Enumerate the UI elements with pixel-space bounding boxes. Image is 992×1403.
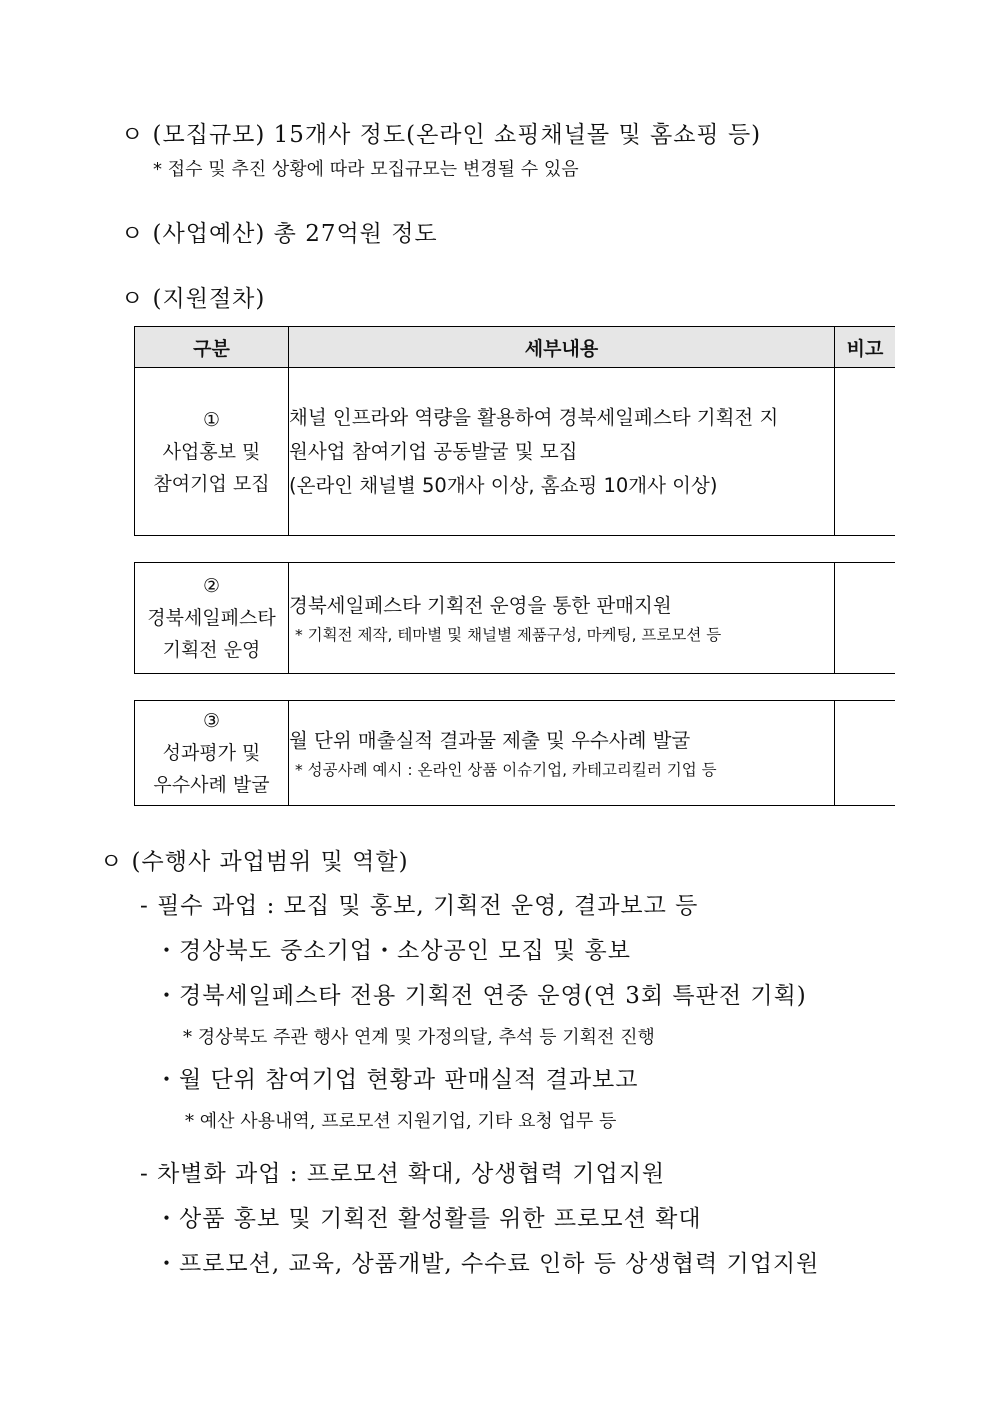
detail-line2: 원사업 참여기업 공동발굴 및 모집	[289, 439, 578, 463]
recruit-scale-text: (모집규모) 15개사 정도(온라인 쇼핑채널몰 및 홈쇼핑 등)	[152, 122, 762, 148]
step-detail-cell	[289, 368, 835, 536]
remarks-cell	[835, 701, 896, 806]
step-name-line2: 참여기업 모집	[153, 472, 270, 495]
budget-text: (사업예산) 총 27억원 정도	[152, 221, 438, 247]
step-name-line2: 우수사례 발굴	[153, 774, 270, 796]
step-name-line1: 사업홍보 및	[162, 440, 261, 463]
circle-bullet: ㅇ	[121, 221, 145, 247]
header-category: 구분	[135, 327, 289, 368]
circle-bullet: ㅇ	[121, 286, 145, 312]
required-item-1: ・경상북도 중소기업・소상공인 모집 및 홍보	[155, 938, 631, 964]
required-note-3: * 예산 사용내역, 프로모션 지원기업, 기타 요청 업무 등	[185, 1111, 617, 1132]
detail-line3: (온라인 채널별 50개사 이상, 홈쇼핑 10개사 이상)	[289, 473, 718, 497]
remarks-cell	[835, 563, 896, 674]
required-tasks: - 필수 과업 : 모집 및 홍보, 기획전 운영, 결과보고 등	[140, 893, 699, 919]
detail-note: * 성공사례 예시 : 온라인 상품 이슈기업, 카테고리킬러 기업 등	[295, 761, 717, 779]
table-row	[135, 563, 896, 674]
step-number: ③	[202, 710, 221, 732]
required-note-2: * 경상북도 주관 행사 연계 및 가정의달, 추석 등 기획전 진행	[183, 1027, 655, 1048]
header-remarks: 비고	[835, 327, 896, 368]
step-name-line2: 기획전 운영	[162, 639, 261, 661]
remarks-cell	[835, 368, 896, 536]
step-cell	[135, 368, 289, 536]
procedure-line	[121, 280, 265, 313]
step-detail-cell	[289, 563, 835, 674]
budget-line	[121, 215, 438, 248]
circle-bullet: ㅇ	[100, 849, 124, 875]
recruit-scale-line	[121, 116, 761, 149]
required-item-3: ・월 단위 참여기업 현황과 판매실적 결과보고	[155, 1067, 639, 1093]
step-number: ①	[202, 408, 221, 431]
step-cell	[135, 701, 289, 806]
table-row	[135, 701, 896, 806]
circle-bullet: ㅇ	[121, 122, 145, 148]
scope-text: (수행사 과업범위 및 역할)	[131, 849, 409, 875]
differentiated-tasks: - 차별화 과업 : 프로모션 확대, 상생협력 기업지원	[140, 1161, 666, 1187]
detail-line1: 월 단위 매출실적 결과물 제출 및 우수사례 발굴	[289, 729, 691, 752]
differentiated-item-1: ・상품 홍보 및 기획전 활성활를 위한 프로모션 확대	[155, 1206, 702, 1232]
scope-line	[100, 843, 409, 876]
required-item-2: ・경북세일페스타 전용 기획전 연중 운영(연 3회 특판전 기획)	[155, 983, 807, 1009]
procedure-table-part2	[134, 562, 895, 674]
step-cell	[135, 563, 289, 674]
detail-note: * 기획전 제작, 테마별 및 채널별 제품구성, 마케팅, 프로모션 등	[295, 626, 722, 644]
step-number: ②	[202, 575, 221, 597]
header-details: 세부내용	[289, 327, 835, 368]
table-header-row	[135, 327, 896, 368]
detail-line1: 채널 인프라와 역량을 활용하여 경북세일페스타 기획전 지	[289, 405, 779, 429]
differentiated-item-2: ・프로모션, 교육, 상품개발, 수수료 인하 등 상생협력 기업지원	[155, 1251, 820, 1277]
procedure-table-part3	[134, 700, 895, 806]
step-detail-cell	[289, 701, 835, 806]
recruit-scale-note: * 접수 및 추진 상황에 따라 모집규모는 변경될 수 있음	[153, 159, 579, 180]
procedure-text: (지원절차)	[152, 286, 266, 312]
procedure-table	[134, 326, 895, 536]
table-row	[135, 368, 896, 536]
detail-line1: 경북세일페스타 기획전 운영을 통한 판매지원	[289, 594, 672, 617]
step-name-line1: 경북세일페스타	[147, 607, 276, 629]
step-name-line1: 성과평가 및	[162, 742, 261, 764]
